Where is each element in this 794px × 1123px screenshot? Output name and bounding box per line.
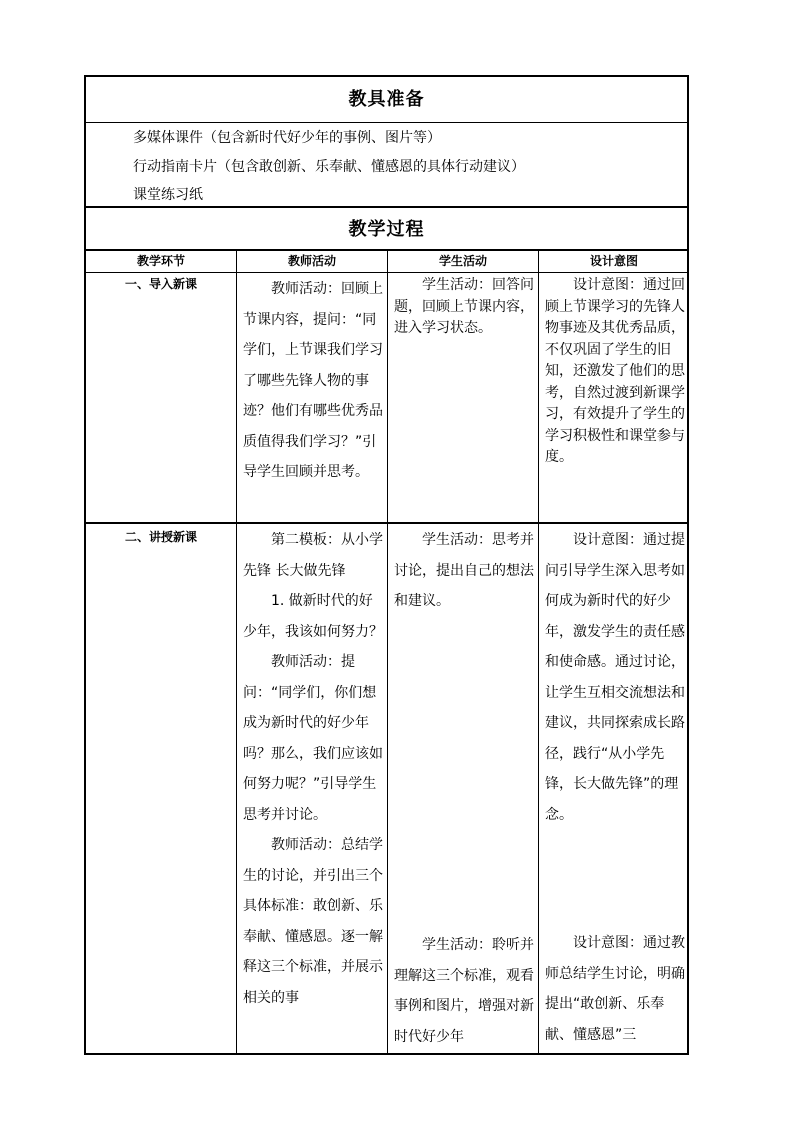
stage-label: 二、讲授新课 xyxy=(124,530,197,544)
process-title: 教学过程 xyxy=(348,219,425,240)
divider xyxy=(86,272,687,273)
student-activity: 学生活动：思考并讨论，提出自己的想法和建议。 xyxy=(394,532,534,609)
teacher-activity: 教师活动：回顾上节课内容，提问：“同学们，上节课我们学习了哪些先锋人物的事迹？他们有哪些优秀品质值得我们学习？”引导学生回顾并思考。 xyxy=(243,281,383,480)
header-intent: 设计意图 xyxy=(589,254,638,268)
divider xyxy=(86,522,687,524)
prep-item: 多媒体课件（包含新时代好少年的事例、图片等） xyxy=(133,130,441,146)
prep-item: 行动指南卡片（包含敢创新、乐奉献、懂感恩的具体行动建议） xyxy=(133,159,525,175)
divider xyxy=(86,206,687,208)
lesson-plan-table xyxy=(84,75,689,1055)
design-intent: 设计意图：通过回顾上节课学习的先锋人物事迹及其优秀品质，不仅巩固了学生的旧知，还激发了他们的思考，自然过渡到新课学习，有效提升了学生的学习积极性和课堂参与度。 xyxy=(545,277,685,465)
header-stage: 教学环节 xyxy=(136,254,185,268)
divider xyxy=(86,122,687,123)
column-divider xyxy=(538,249,539,1055)
student-activity: 学生活动：回答问题，回顾上节课内容，进入学习状态。 xyxy=(394,277,534,336)
prep-title: 教具准备 xyxy=(348,89,425,110)
teacher-activity xyxy=(243,525,383,1013)
column-divider xyxy=(236,249,237,1055)
design-intent: 设计意图：通过教师总结学生讨论，明确提出“敢创新、乐奉献、懂感恩”三 xyxy=(545,935,685,1043)
prep-item: 课堂练习纸 xyxy=(133,187,203,203)
teacher-prompt: 教师活动：提问：“同学们，你们想成为新时代的好少年吗？那么，我们应该如何努力呢？”引导学生思考并讨论。 xyxy=(243,654,383,823)
stage-label: 一、导入新课 xyxy=(124,277,197,291)
module-title: 第二模板：从小学先锋 长大做先锋 xyxy=(243,532,383,579)
student-activity: 学生活动：聆听并理解这三个标准，观看事例和图片，增强对新时代好少年 xyxy=(394,937,534,1045)
question-heading: 1. 做新时代的好少年，我该如何努力？ xyxy=(243,593,383,640)
teacher-summary: 教师活动：总结学生的讨论，并引出三个具体标准：敢创新、乐奉献、懂感恩。逐一解释这三个标准，并展示相关的事 xyxy=(243,837,383,1006)
header-teacher: 教师活动 xyxy=(287,254,336,268)
column-divider xyxy=(387,249,388,1055)
header-student: 学生活动 xyxy=(438,254,487,268)
design-intent: 设计意图：通过提问引导学生深入思考如何成为新时代的好少年，激发学生的责任感和使命感。通过讨论，让学生互相交流想法和建议，共同探索成长路径，践行“从小学先锋，长大做先锋”的理念。 xyxy=(545,532,685,823)
